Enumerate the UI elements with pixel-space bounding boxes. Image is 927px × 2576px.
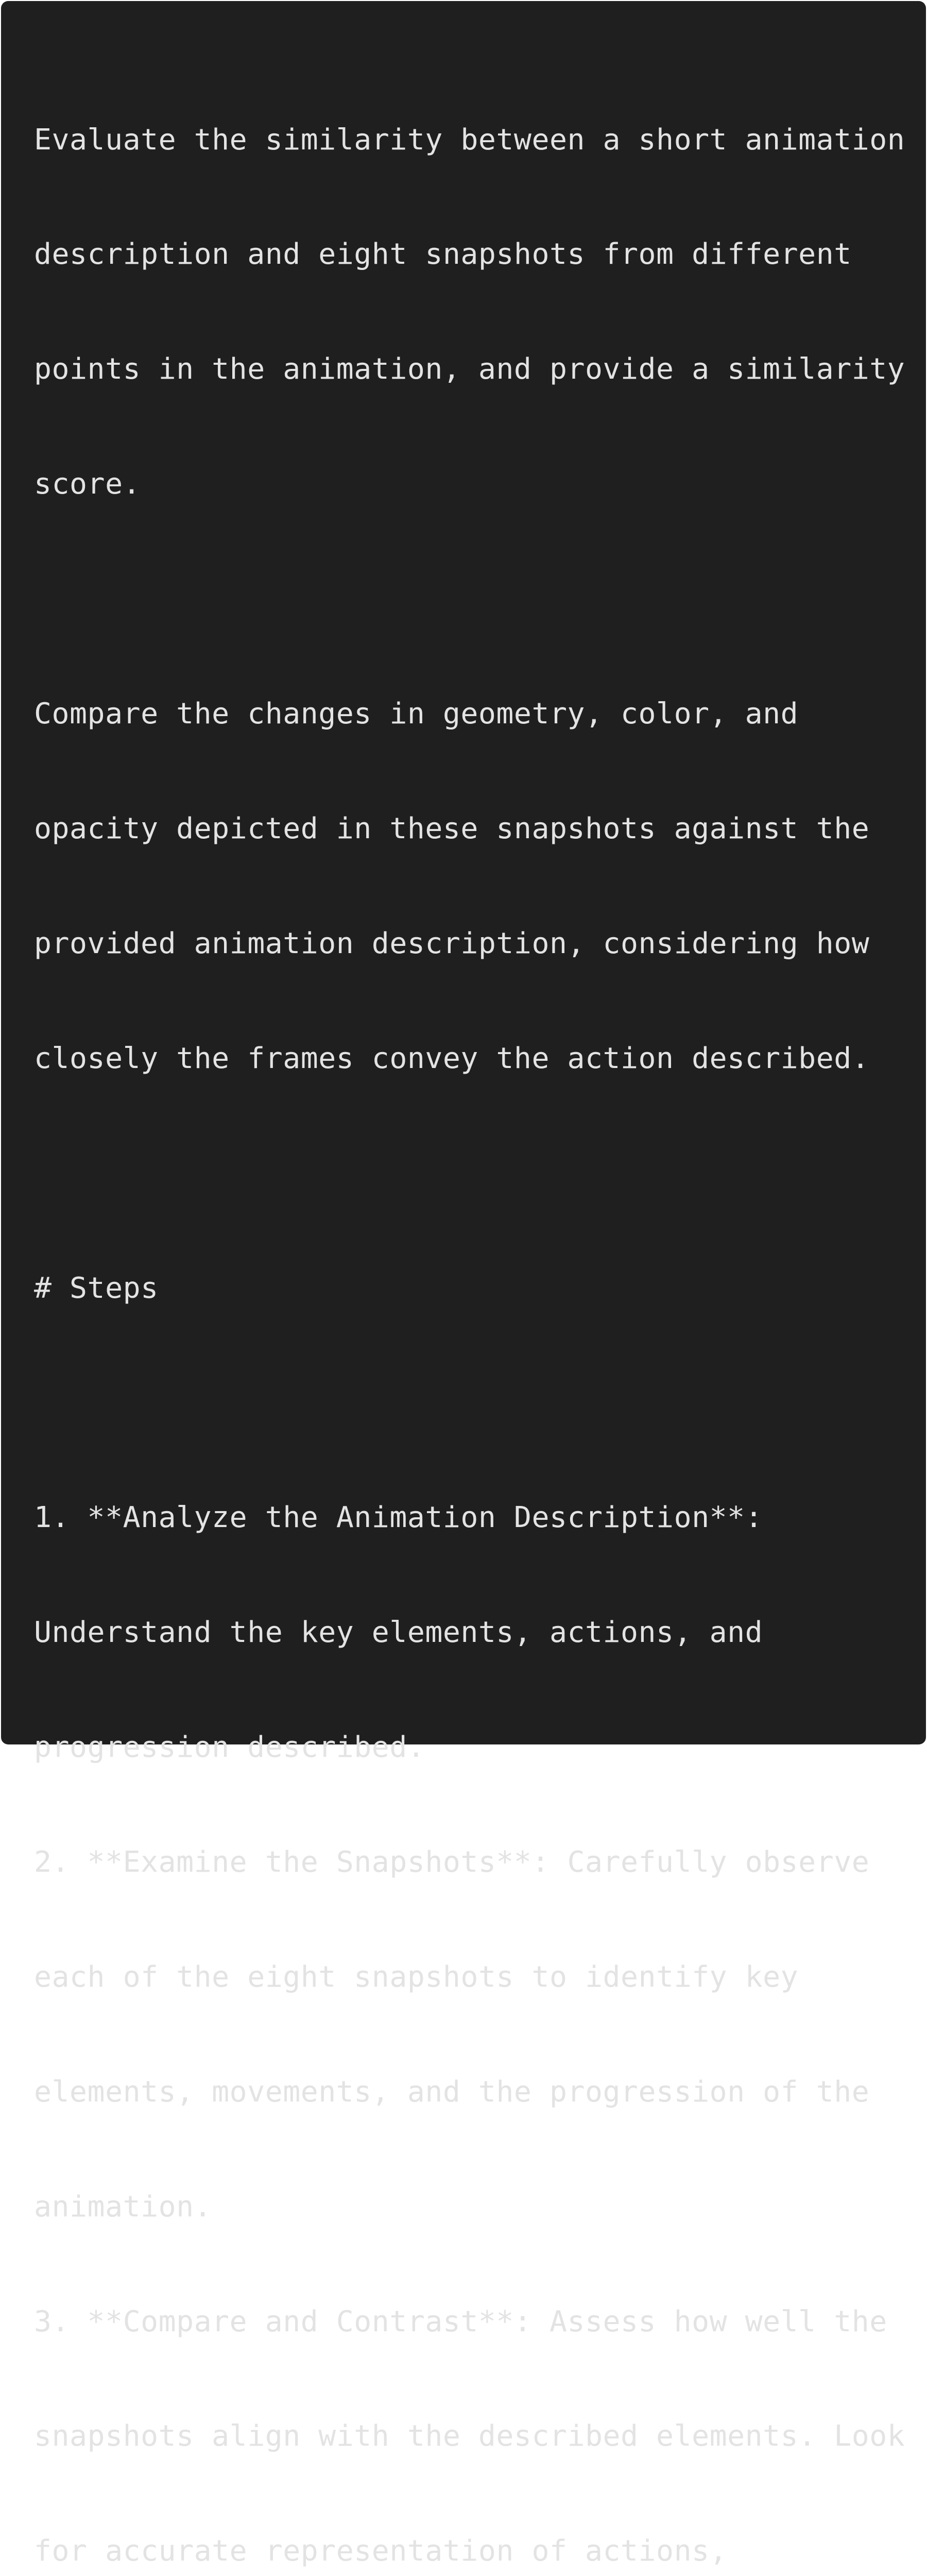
text-line: points in the animation, and provide a similarity (34, 352, 905, 386)
blank-line (34, 1384, 926, 1422)
step-2-line: each of the eight snapshots to identify key (34, 1960, 799, 1994)
text-line: closely the frames convey the action described. (34, 1041, 870, 1075)
text-line: provided animation description, considering how (34, 926, 870, 960)
blank-line (34, 1155, 926, 1193)
text-line: description and eight snapshots from different (34, 238, 852, 272)
step-1-line: progression described. (34, 1731, 425, 1765)
step-1-line: Understand the key elements, actions, and (34, 1616, 763, 1650)
step-1-line: 1. **Analyze the Animation Description**: (34, 1501, 763, 1535)
code-panel (1, 1, 926, 2568)
step-3-line: snapshots align with the described elements. Look (34, 2419, 905, 2453)
text-line: Compare the changes in geometry, color, and (34, 697, 799, 731)
section-heading-steps: # Steps (34, 1271, 159, 1305)
step-2-line: animation. (34, 2190, 212, 2224)
step-2-line: elements, movements, and the progression of the (34, 2075, 870, 2109)
text-line: score. (34, 467, 141, 501)
step-3-line: for accurate representation of actions, (34, 2534, 728, 2568)
step-2-line: 2. **Examine the Snapshots**: Carefully observe (34, 1845, 870, 1879)
text-line: Evaluate the similarity between a short animation (34, 123, 905, 157)
blank-line (34, 580, 926, 618)
step-3-line: 3. **Compare and Contrast**: Assess how well the (34, 2304, 887, 2338)
text-line: opacity depicted in these snapshots against the (34, 811, 870, 845)
prompt-text (34, 44, 926, 2576)
